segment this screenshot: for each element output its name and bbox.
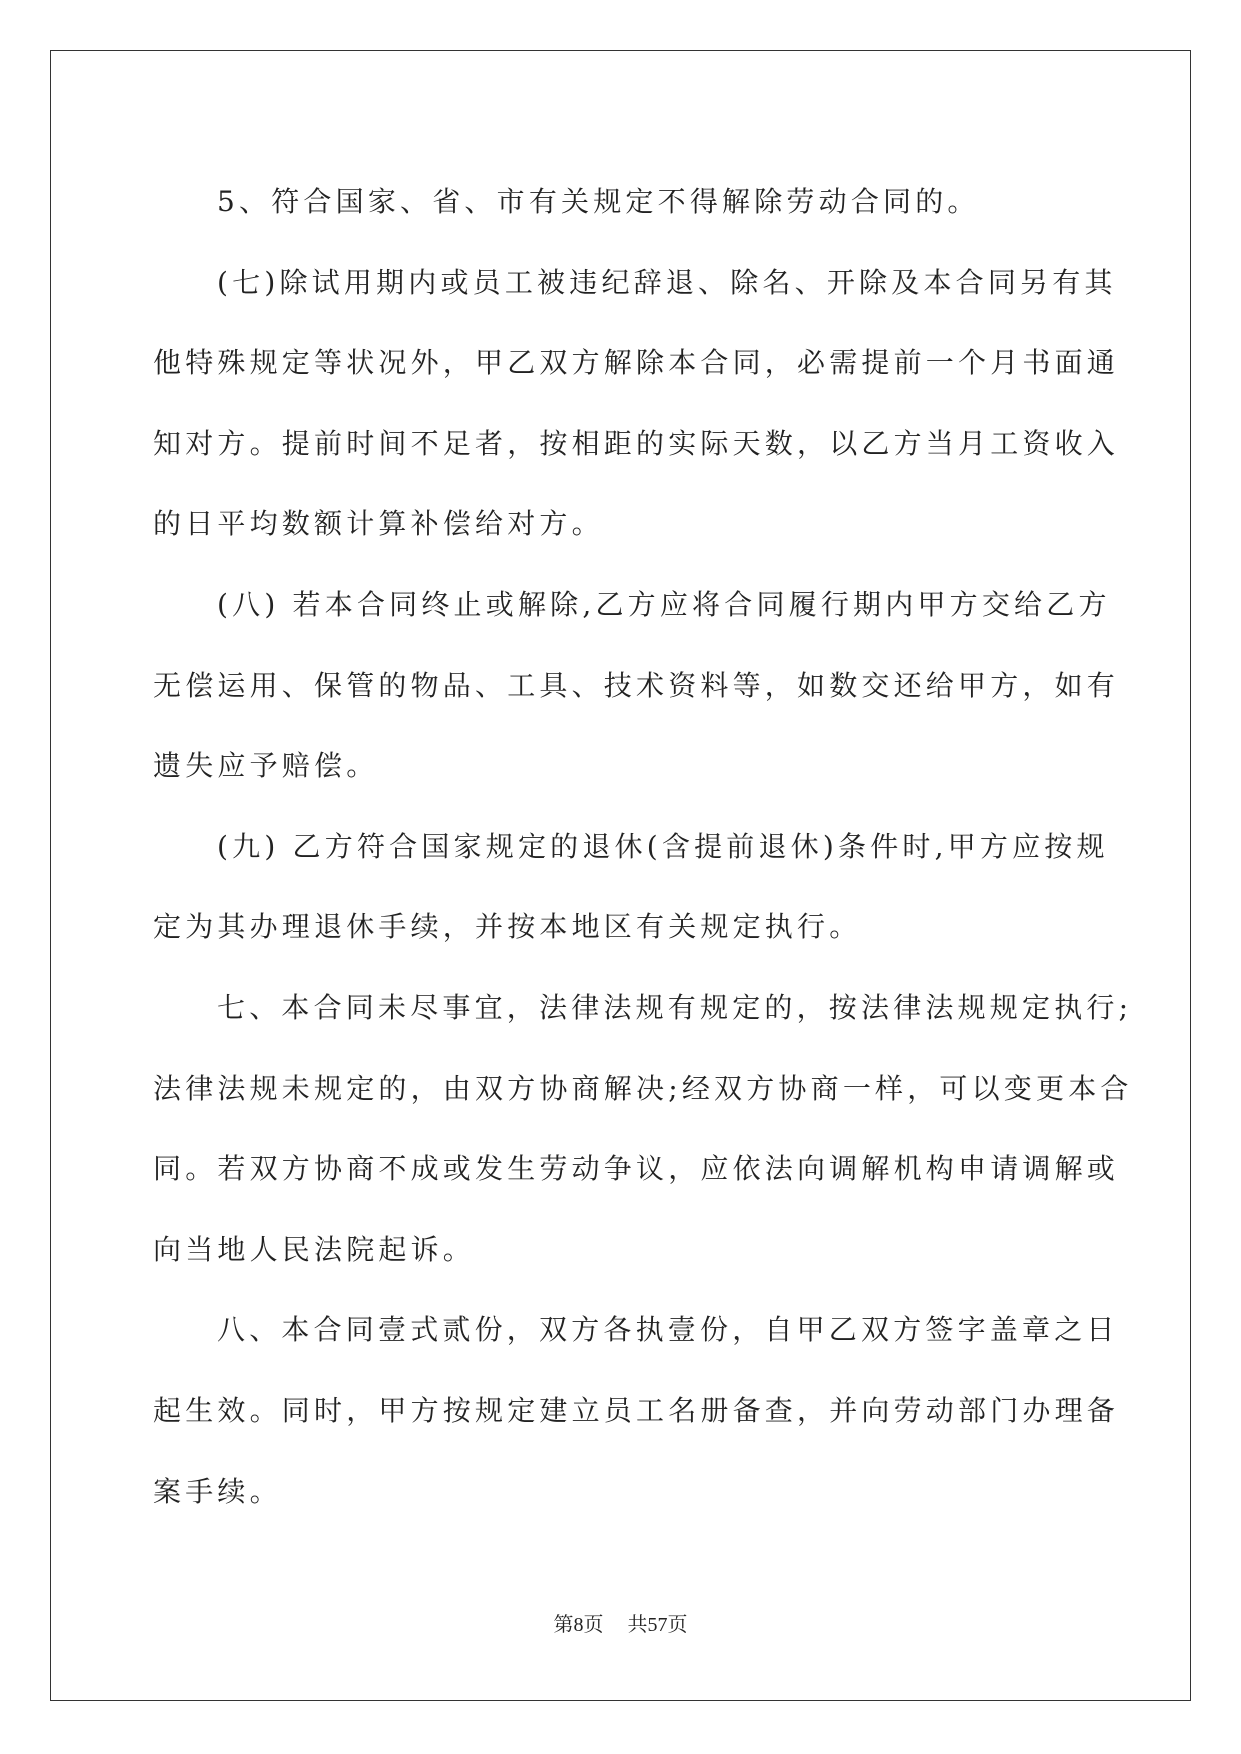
- text-line: 起生效。同时，甲方按规定建立员工名册备查，并向劳动部门办理备: [153, 1393, 1120, 1427]
- text-line: 法律法规未规定的，由双方协商解决;经双方协商一样，可以变更本合: [153, 1071, 1133, 1105]
- text-line: 无偿运用、保管的物品、工具、技术资料等，如数交还给甲方，如有: [153, 668, 1120, 702]
- text-line: (九) 乙方符合国家规定的退休(含提前退休)条件时,甲方应按规: [217, 829, 1109, 863]
- text-line: 知对方。提前时间不足者，按相距的实际天数，以乙方当月工资收入: [153, 426, 1120, 460]
- text-line: 八、本合同壹式贰份，双方各执壹份，自甲乙双方签字盖章之日: [217, 1313, 1119, 1347]
- text-line: (七)除试用期内或员工被违纪辞退、除名、开除及本合同另有其: [217, 265, 1117, 299]
- document-body: [153, 162, 1133, 1532]
- text-line: 向当地人民法院起诉。: [153, 1232, 476, 1266]
- paragraph: [153, 565, 1120, 807]
- text-line: 遗失应予赔偿。: [153, 749, 379, 783]
- paragraph: [153, 243, 1120, 565]
- page-footer: [0, 1608, 1241, 1637]
- text-line: (八) 若本合同终止或解除,乙方应将合同履行期内甲方交给乙方: [217, 587, 1111, 621]
- text-line: 的日平均数额计算补偿给对方。: [153, 507, 604, 541]
- paragraph: [153, 162, 1093, 243]
- text-line: 案手续。: [153, 1474, 282, 1508]
- text-line: 他特殊规定等状况外，甲乙双方解除本合同，必需提前一个月书面通: [153, 346, 1120, 380]
- page-total: 共57页: [627, 1614, 688, 1636]
- text-line: 5、符合国家、省、市有关规定不得解除劳动合同的。: [217, 185, 980, 218]
- text-line: 定为其办理退休手续，并按本地区有关规定执行。: [153, 910, 862, 944]
- paragraph: [153, 807, 1109, 968]
- paragraph: [153, 968, 1133, 1290]
- paragraph: [153, 1290, 1120, 1532]
- text-line: 七、本合同未尽事宜，法律法规有规定的，按法律法规规定执行;: [217, 990, 1133, 1024]
- text-line: 同。若双方协商不成或发生劳动争议，应依法向调解机构申请调解或: [153, 1152, 1120, 1186]
- page-number: 第8页: [553, 1614, 604, 1636]
